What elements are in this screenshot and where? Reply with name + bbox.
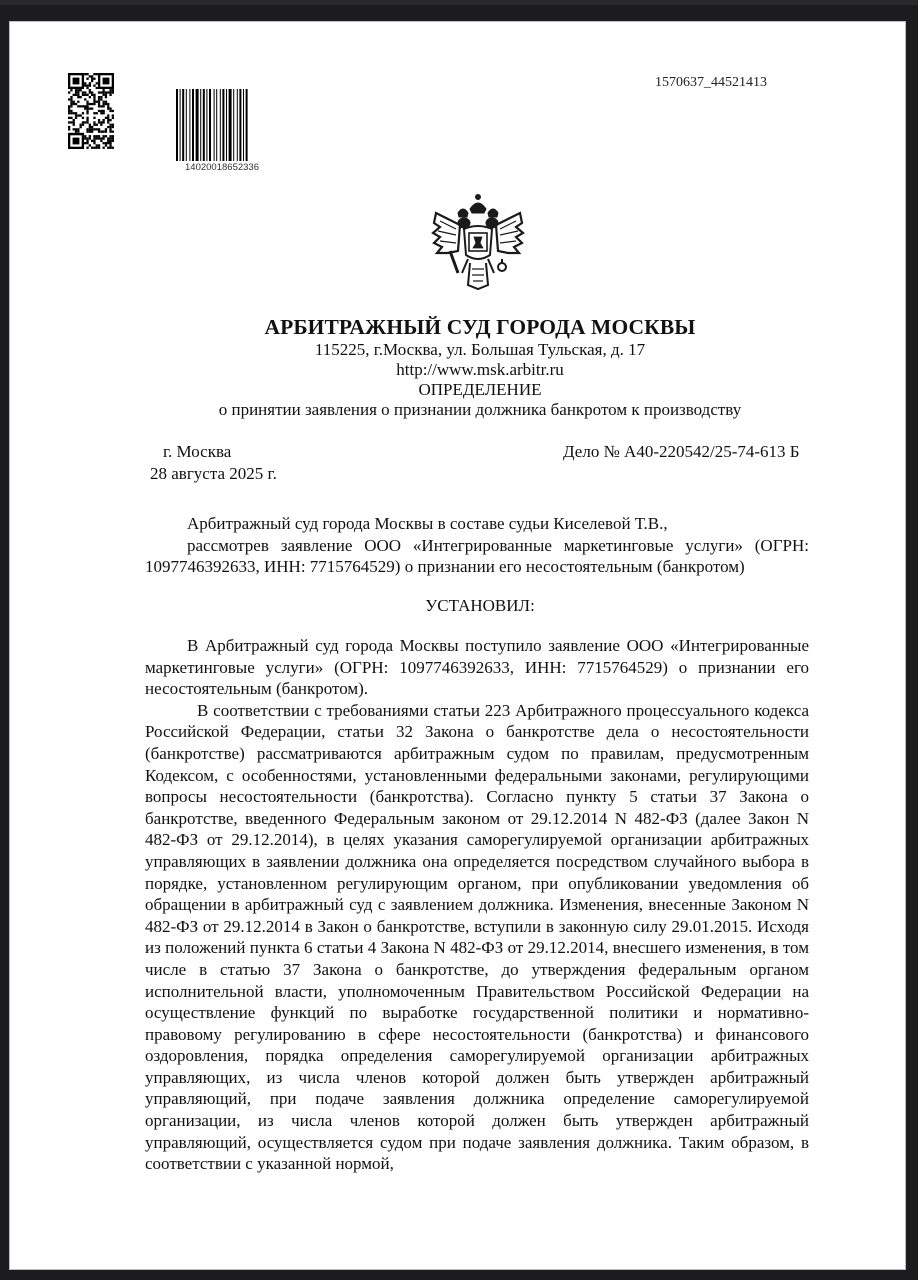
qr-module [68,105,70,107]
qr-module [75,91,77,93]
barcode-bar [237,89,238,161]
qr-module [107,147,109,149]
qr-module [82,105,84,107]
qr-module [89,137,91,139]
intro-line-application: рассмотрев заявление ООО «Интегрированные маркетинговые услуги» (ОГРН: 1097746392633, ИНН: 7715764529) о признании его несостоятельным (банкротом) [145,535,809,577]
qr-module [91,126,93,128]
qr-module [68,110,70,112]
qr-module [105,135,107,137]
barcode-bar [203,89,205,161]
qr-module [82,91,84,93]
qr-module [109,119,111,121]
qr-module [86,137,88,139]
qr-module [91,147,93,149]
qr-module [107,121,109,123]
qr-module [91,78,93,80]
qr-module [82,112,84,114]
qr-module [89,135,91,137]
intro-block [145,513,809,578]
qr-module [96,101,98,103]
qr-module [77,101,79,103]
qr-module [75,112,77,114]
court-website: http://www.msk.arbitr.ru [396,360,564,379]
barcode-bar [214,89,215,161]
qr-module [98,119,100,121]
qr-module [70,101,72,103]
qr-module [109,108,111,110]
qr-module [109,89,111,91]
qr-module [89,103,91,105]
document-city: г. Москва [163,442,232,461]
qr-module [112,91,114,93]
qr-module [89,108,91,110]
intro-line-judge: Арбитражный суд города Москвы в составе судьи Киселевой Т.В., [187,514,668,533]
qr-module [70,112,72,114]
qr-module [77,91,79,93]
qr-module [109,147,111,149]
qr-module [98,147,100,149]
qr-module [93,137,95,139]
double-headed-eagle-emblem-icon [428,193,528,293]
qr-module [91,128,93,130]
qr-module [77,131,79,133]
qr-module [112,131,114,133]
qr-module [75,89,77,91]
qr-module [103,135,105,137]
qr-module [80,126,82,128]
barcode-bar [206,89,207,161]
qr-module [86,128,88,130]
qr-module [98,91,100,93]
qr-module [107,105,109,107]
qr-module [109,124,111,126]
qr-module [84,73,86,75]
qr-module [105,128,107,130]
qr-module [98,96,100,98]
qr-module [93,142,95,144]
qr-module [82,94,84,96]
qr-module [91,140,93,142]
viewer-top-bar [0,0,918,5]
qr-module [68,91,70,93]
qr-module [100,96,102,98]
qr-module [70,117,72,119]
qr-module [84,82,86,84]
qr-module [93,124,95,126]
qr-module [82,117,84,119]
qr-module [98,128,100,130]
qr-module [112,137,114,139]
qr-module [109,128,111,130]
qr-module [84,135,86,137]
qr-module [107,126,109,128]
qr-module [86,103,88,105]
barcode-number: 14020018652336 [185,162,259,173]
qr-module [112,147,114,149]
court-address: 115225, г.Москва, ул. Большая Тульская, д. 17 [314,340,646,359]
qr-module [103,137,105,139]
qr-module [89,124,91,126]
qr-module [73,138,80,145]
qr-module [91,94,93,96]
qr-module [70,98,72,100]
qr-module [103,131,105,133]
qr-module [70,121,72,123]
barcode-icon [176,89,268,161]
qr-module [96,128,98,130]
qr-module [84,142,86,144]
qr-module [86,140,88,142]
qr-module [86,108,88,110]
qr-module [98,101,100,103]
qr-module [91,131,93,133]
qr-module [107,108,109,110]
qr-module [75,131,77,133]
qr-module [105,144,107,146]
qr-module [103,78,110,85]
qr-module [93,98,95,100]
qr-module [98,121,100,123]
qr-module [107,119,109,121]
qr-module [73,94,75,96]
qr-module [93,147,95,149]
qr-module [96,87,98,89]
qr-module [86,112,88,114]
barcode-bar [246,89,248,161]
qr-module [77,94,79,96]
qr-module [100,112,102,114]
barcode-bar [216,89,217,161]
qr-module [84,91,86,93]
section-heading: УСТАНОВИЛ: [425,596,535,615]
qr-module [70,105,72,107]
qr-module [107,142,109,144]
qr-module [77,89,79,91]
qr-module [109,91,111,93]
qr-module [77,114,79,116]
qr-module [100,105,102,107]
qr-module [86,87,88,89]
document-date: 28 августа 2025 г. [150,464,277,483]
barcode-bar [189,89,190,161]
qr-module [107,114,109,116]
qr-module [112,124,114,126]
qr-module [86,73,88,75]
qr-module [77,128,79,130]
qr-module [89,75,91,77]
qr-module [70,96,72,98]
qr-module [84,121,86,123]
qr-module [105,103,107,105]
qr-module [109,137,111,139]
barcode-bar [222,89,224,161]
qr-module [96,144,98,146]
qr-module [107,103,109,105]
qr-module [107,117,109,119]
qr-module [109,140,111,142]
qr-module [100,124,102,126]
qr-module [98,103,100,105]
qr-module [82,121,84,123]
qr-module [84,105,86,107]
qr-module [100,110,102,112]
qr-module [86,121,88,123]
qr-module [91,75,93,77]
qr-module [98,110,100,112]
qr-module [80,114,82,116]
barcode-bar [239,89,241,161]
qr-module [75,117,77,119]
qr-module [112,89,114,91]
qr-module [84,85,86,87]
qr-module [86,78,88,80]
barcode-bar [196,89,199,161]
document-body [145,635,809,1175]
qr-module [80,96,82,98]
qr-module [86,147,88,149]
qr-module [93,73,95,75]
qr-module [80,124,82,126]
qr-module [86,142,88,144]
barcode-bar [182,89,184,161]
qr-module [68,121,70,123]
qr-module [98,137,100,139]
court-name: АРБИТРАЖНЫЙ СУД ГОРОДА МОСКВЫ [264,315,696,339]
qr-module [86,101,88,103]
qr-module [103,121,105,123]
paragraph: В Арбитражный суд города Москвы поступило заявление ООО «Интегрированные маркетинговые услуги» (ОГРН: 1097746392633, ИНН: 7715764529) о признании его несостоятельным (банкротом). [145,636,809,699]
qr-module [109,142,111,144]
qr-module [109,94,111,96]
qr-module [91,91,93,93]
barcode-bar [229,89,232,161]
qr-module [75,94,77,96]
qr-module [73,119,75,121]
qr-module [73,103,75,105]
qr-module [68,108,70,110]
qr-module [98,144,100,146]
qr-module [84,108,86,110]
qr-module [84,137,86,139]
qr-module [93,85,95,87]
qr-module [68,128,70,130]
qr-module [82,124,84,126]
qr-module [109,135,111,137]
qr-module [93,117,95,119]
qr-module [86,131,88,133]
qr-module [73,128,75,130]
qr-module [93,135,95,137]
qr-module [105,101,107,103]
qr-module [98,105,100,107]
qr-module [112,126,114,128]
qr-module [93,128,95,130]
qr-module [112,135,114,137]
barcode-bar [186,89,187,161]
qr-module [103,105,105,107]
qr-module [100,91,102,93]
barcode-bar [220,89,221,161]
qr-module [103,101,105,103]
qr-module [98,98,100,100]
qr-module [107,137,109,139]
qr-module [68,98,70,100]
qr-module [77,96,79,98]
qr-module [96,112,98,114]
qr-module [84,94,86,96]
qr-module [105,94,107,96]
qr-module [105,142,107,144]
qr-module [100,98,102,100]
qr-module [107,140,109,142]
qr-module [89,91,91,93]
qr-module [77,105,79,107]
qr-module [70,110,72,112]
qr-module [86,105,88,107]
qr-module [86,85,88,87]
document-subject: о принятии заявления о признании должника банкротом к производству [218,400,742,419]
barcode-bar [209,89,211,161]
qr-module [98,131,100,133]
qr-module [109,131,111,133]
qr-module [109,126,111,128]
qr-module [75,103,77,105]
qr-module [103,91,105,93]
qr-module [73,112,75,114]
qr-module [103,147,105,149]
qr-module [112,140,114,142]
qr-module [100,140,102,142]
document-type: ОПРЕДЕЛЕНИЕ [418,380,542,399]
qr-module [89,126,91,128]
qr-module [93,121,95,123]
qr-module [103,110,105,112]
qr-module [68,117,70,119]
qr-module [103,112,105,114]
qr-module [96,147,98,149]
qr-module [91,103,93,105]
qr-module [68,126,70,128]
case-number: Дело № А40-220542/25-74-613 Б [563,442,800,461]
qr-module [91,80,93,82]
qr-module [93,112,95,114]
paragraph: В соответствии с требованиями статьи 223 Арбитражного процессуального кодекса Российской Федерации, статьи 32 Закона о банкротстве дела о несостоятельности (банкротстве) рассматриваются арбитражным судом по правилам, предусмотренным Кодексом, с особенностями, установленными федеральными законами, регулирующими вопросы несостоятельности (банкротства). Согласно пункту 5 статьи 37 Закона о банкротстве, введенного Федеральным законом от 29.12.2014 N 482-ФЗ (далее Закон N 482-ФЗ от 29.12.2014), в целях указания саморегулируемой организации арбитражных управляющих в заявлении должника она определяется посредством случайного выбора в порядке, установленном регулирующим органом, при опубликовании уведомления об обращении в арбитражный суд с заявлением должника. Изменения, внесенные Законом N 482-ФЗ от 29.12.2014 в Закон о банкротстве, вступили в законную силу 29.01.2015. Исходя из положений пункта 6 статьи 4 Закона N 482-ФЗ от 29.12.2014, внесшего изменения, в том числе в статью 37 Закона о банкротстве, до утверждения федеральным органом исполнительной власти, уполномоченным Правительством Российской Федерации на осуществление функций по выработке государственной политики и нормативно-правовому регулированию в сфере несостоятельности (банкротства) и финансового оздоровления, порядка определения саморегулируемой организации арбитражных управляющих, из числа членов которой должен быть утвержден арбитражный управляющий, при подаче заявления должника определение саморегулируемой организации, из числа членов которой должен быть утвержден арбитражный управляющий, осуществляется судом при подаче заявления должника. Таким образом, в соответствии с указанной нормой, [145,700,809,1174]
barcode-bar [243,89,244,161]
qr-module [103,94,105,96]
qr-module [112,114,114,116]
qr-module [89,96,91,98]
qr-module [93,140,95,142]
barcode-bar [200,89,201,161]
qr-module [96,137,98,139]
qr-module [86,94,88,96]
qr-module [96,73,98,75]
qr-module [103,142,105,144]
qr-module [86,110,88,112]
qr-module [73,124,75,126]
document-id: 1570637_44521413 [655,75,767,90]
qr-module [75,128,77,130]
qr-module [89,82,91,84]
qr-module [70,103,72,105]
qr-module [109,110,111,112]
qr-module [89,89,91,91]
qr-module [73,101,75,103]
qr-module [98,135,100,137]
qr-module [93,96,95,98]
qr-module [105,117,107,119]
qr-module [105,96,107,98]
qr-module [103,103,105,105]
qr-module [86,117,88,119]
qr-module [80,89,82,91]
qr-module [100,131,102,133]
qr-module [100,137,102,139]
qr-module [103,89,105,91]
qr-module [73,78,80,85]
barcode-bar [226,89,227,161]
barcode-bar [176,89,178,161]
qr-module [75,114,77,116]
qr-module [107,91,109,93]
qr-module [96,135,98,137]
qr-code-icon [68,73,114,149]
qr-module [112,117,114,119]
qr-module [84,98,86,100]
qr-module [73,121,75,123]
qr-module [68,112,70,114]
qr-module [89,144,91,146]
barcode-bar [192,89,194,161]
qr-module [89,128,91,130]
qr-module [96,82,98,84]
qr-module [89,85,91,87]
qr-module [96,124,98,126]
qr-module [91,108,93,110]
qr-module [70,89,72,91]
barcode-bar [233,89,234,161]
qr-module [86,119,88,121]
qr-module [93,101,95,103]
barcode-bar [180,89,181,161]
qr-module [93,103,95,105]
qr-module [100,121,102,123]
qr-module [80,105,82,107]
qr-module [112,110,114,112]
qr-module [103,119,105,121]
qr-module [93,94,95,96]
qr-module [109,144,111,146]
qr-module [93,78,95,80]
qr-module [105,91,107,93]
qr-module [105,131,107,133]
qr-module [89,131,91,133]
